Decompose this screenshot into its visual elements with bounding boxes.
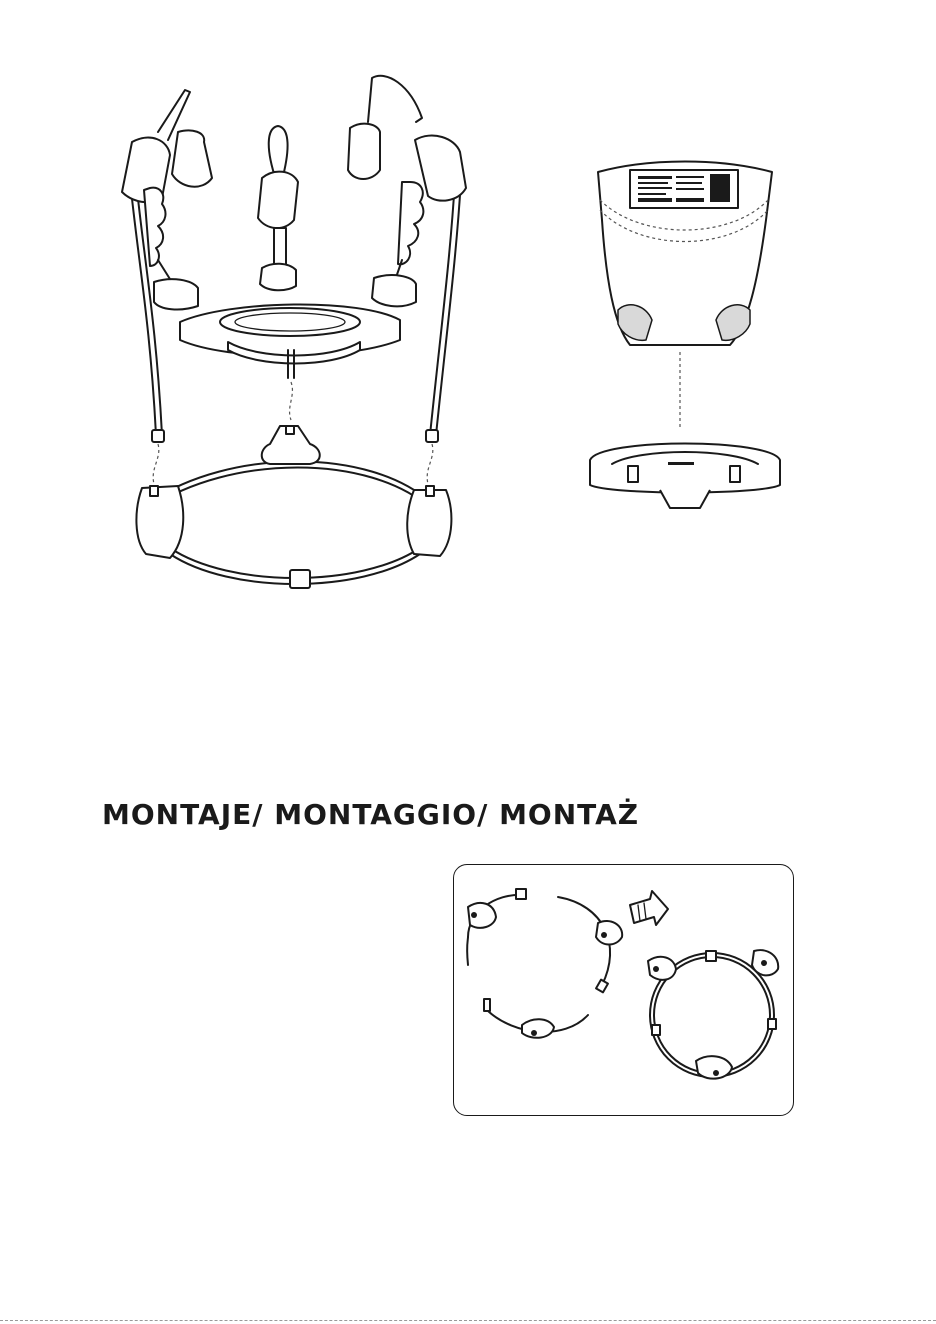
center-guide-line bbox=[290, 382, 293, 420]
right-base-pod bbox=[407, 490, 451, 556]
assembled-left-pod bbox=[648, 957, 676, 980]
center-hanging-toy bbox=[258, 172, 298, 228]
front-ring-clip bbox=[290, 570, 310, 588]
seat-ring-base bbox=[660, 490, 710, 508]
seat-assembly-illustration bbox=[580, 160, 790, 520]
section-title: MONTAJE/ MONTAGGIO/ MONTAŻ bbox=[102, 798, 640, 831]
right-hanging-toy bbox=[348, 124, 380, 179]
jumper-exploded-illustration bbox=[110, 70, 490, 595]
assembly-step-box bbox=[453, 864, 794, 1116]
left-spring-coil bbox=[144, 188, 165, 266]
tray-seat-ring bbox=[220, 308, 360, 336]
right-guide-line bbox=[427, 444, 433, 484]
left-guide-line bbox=[153, 444, 159, 484]
assembly-arrow-icon bbox=[630, 891, 668, 925]
left-hanging-toy bbox=[172, 130, 212, 186]
center-bottom-toy bbox=[260, 264, 296, 291]
right-upright-tube bbox=[430, 180, 455, 435]
page-bottom-border bbox=[0, 1320, 936, 1321]
seat-ring bbox=[590, 444, 780, 493]
loose-right-pod bbox=[596, 921, 622, 945]
right-bottom-toy bbox=[372, 275, 416, 306]
assembled-bottom-pod bbox=[696, 1056, 732, 1078]
loose-bottom-pod bbox=[522, 1019, 554, 1038]
left-base-pod bbox=[136, 486, 183, 558]
left-bottom-toy bbox=[154, 279, 198, 309]
right-spring-coil bbox=[398, 182, 423, 264]
ring-assembly-illustration bbox=[454, 865, 792, 1114]
